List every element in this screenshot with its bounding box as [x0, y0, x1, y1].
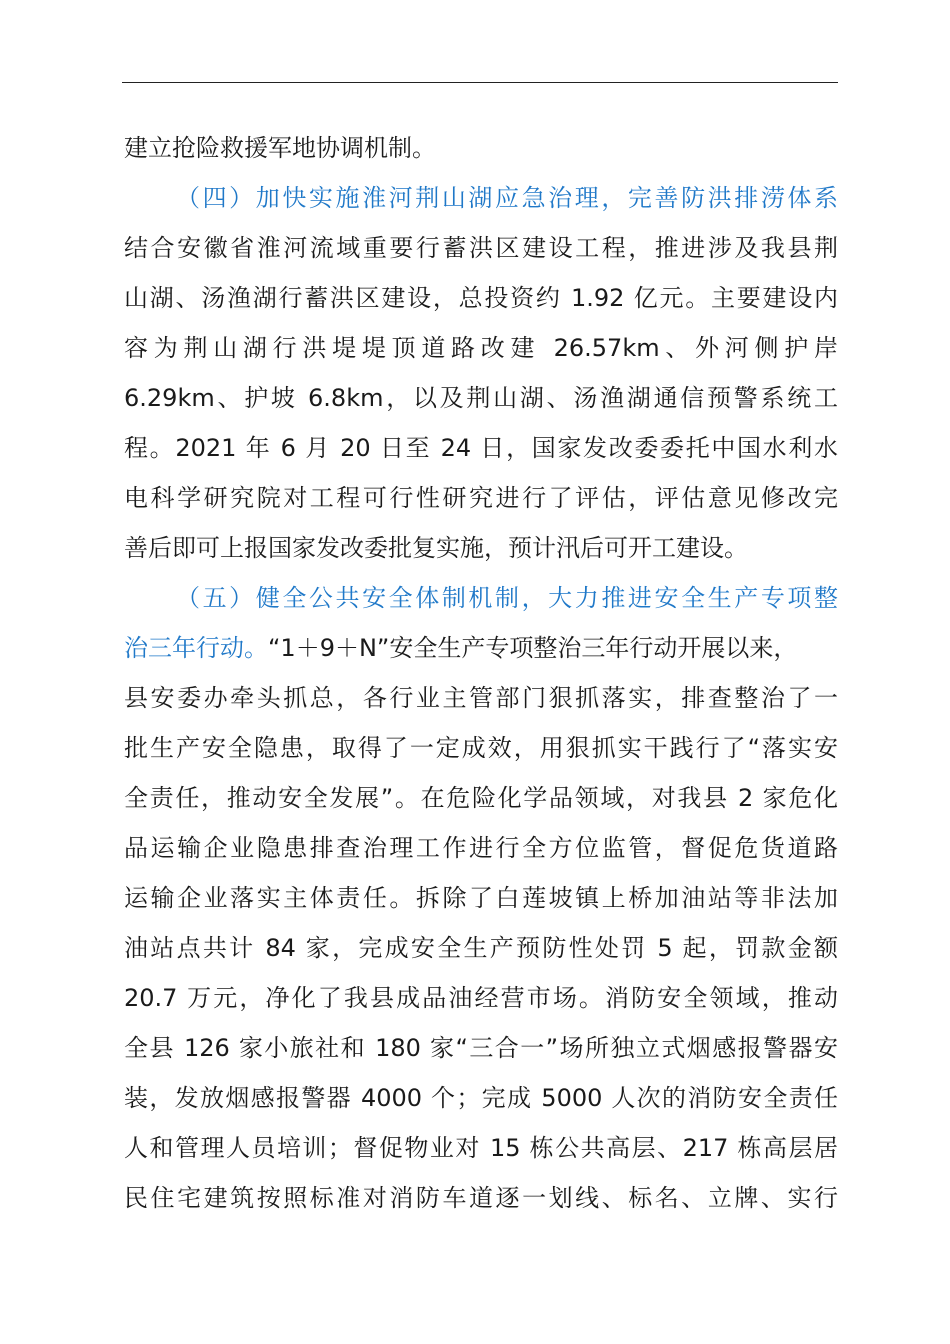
header-rule — [122, 82, 838, 83]
paragraph-line: 全责任，推动安全发展”。在危险化学品领域，对我县 2 家危化 — [124, 784, 838, 812]
section-heading-4: （四）加快实施淮河荆山湖应急治理，完善防洪排涝体系 — [176, 184, 838, 212]
paragraph-line: 装，发放烟感报警器 4000 个；完成 5000 人次的消防安全责任 — [124, 1084, 838, 1112]
paragraph-line: 运输企业落实主体责任。拆除了白莲坡镇上桥加油站等非法加 — [124, 884, 838, 912]
section-heading-5: （五）健全公共安全体制机制，大力推进安全生产专项整 — [176, 584, 838, 612]
paragraph-line: 建立抢险救援军地协调机制。 — [124, 134, 436, 162]
paragraph-line: 民住宅建筑按照标准对消防车道逐一划线、标名、立牌、实行 — [124, 1184, 838, 1212]
paragraph-line: 油站点共计 84 家，完成安全生产预防性处罚 5 起，罚款金额 — [124, 934, 838, 962]
paragraph-line: 品运输企业隐患排查治理工作进行全方位监管，督促危货道路 — [124, 834, 838, 862]
paragraph-text: “1＋9＋N”安全生产专项整治三年行动开展以来， — [268, 634, 798, 662]
paragraph-line — [124, 628, 797, 668]
paragraph-line: 县安委办牵头抓总，各行业主管部门狠抓落实，排查整治了一 — [124, 684, 838, 712]
paragraph-line: 批生产安全隐患，取得了一定成效，用狠抓实干践行了“落实安 — [124, 734, 838, 762]
paragraph-line: 电科学研究院对工程可行性研究进行了评估，评估意见修改完 — [124, 484, 838, 512]
paragraph-line: 6.29km、护坡 6.8km，以及荆山湖、汤渔湖通信预警系统工 — [124, 384, 838, 412]
paragraph-line: 程。2021 年 6 月 20 日至 24 日，国家发改委委托中国水利水 — [124, 434, 838, 462]
paragraph-line: 人和管理人员培训；督促物业对 15 栋公共高层、217 栋高层居 — [124, 1134, 838, 1162]
section-heading-5-continued: 治三年行动。 — [124, 634, 268, 662]
paragraph-line: 结合安徽省淮河流域重要行蓄洪区建设工程，推进涉及我县荆 — [124, 234, 838, 262]
paragraph-line: 容为荆山湖行洪堤堤顶道路改建 26.57km、外河侧护岸 — [124, 334, 838, 362]
paragraph-line: 善后即可上报国家发改委批复实施，预计汛后可开工建设。 — [124, 534, 748, 562]
paragraph-line: 山湖、汤渔湖行蓄洪区建设，总投资约 1.92 亿元。主要建设内 — [124, 284, 838, 312]
paragraph-line: 20.7 万元，净化了我县成品油经营市场。消防安全领域，推动 — [124, 984, 838, 1012]
paragraph-line: 全县 126 家小旅社和 180 家“三合一”场所独立式烟感报警器安 — [124, 1034, 838, 1062]
